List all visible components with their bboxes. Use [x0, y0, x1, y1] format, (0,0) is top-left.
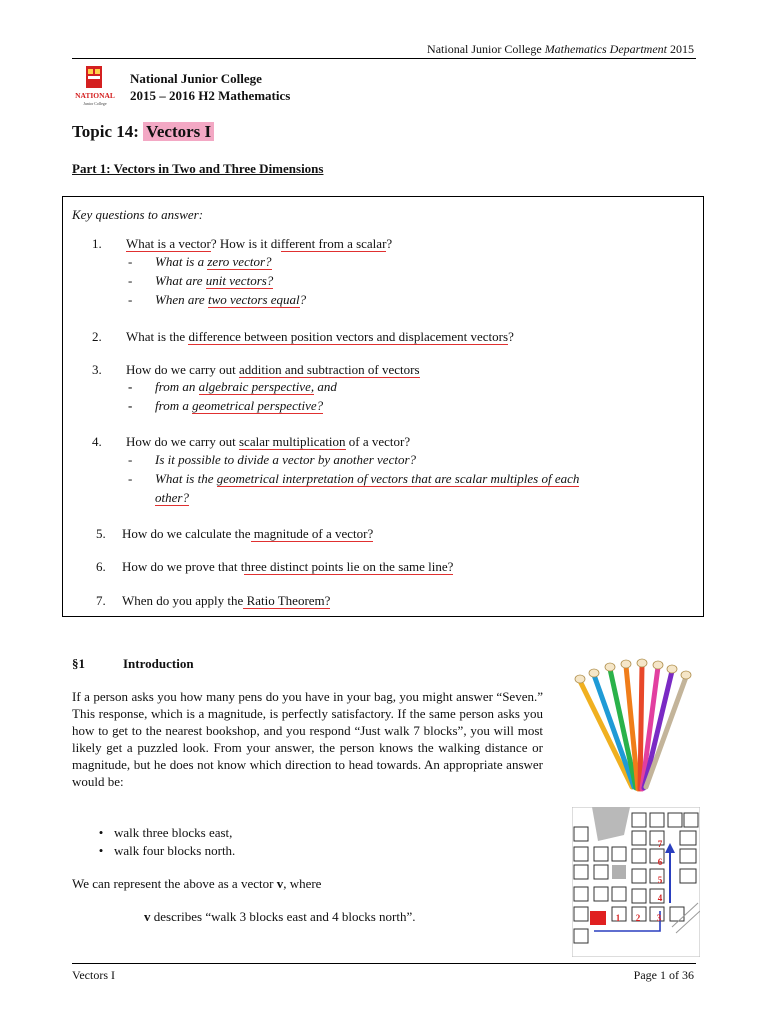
question-2: 2. What is the difference between position vectors and displacement vectors? — [92, 329, 514, 344]
question-7: 7. When do you apply the Ratio Theorem? — [96, 593, 331, 608]
q1-sub-1: - What is a zero vector? — [128, 254, 272, 269]
page-number: Page 1 of 36 — [633, 968, 694, 982]
running-header: National Junior College Mathematics Department 2015 — [427, 42, 694, 56]
header-rule — [72, 58, 696, 59]
topic-highlight: Vectors I — [143, 122, 214, 141]
college-title: National Junior College 2015 – 2016 H2 Mathematics — [130, 71, 291, 103]
bullet-east: • walk three blocks east, — [98, 825, 233, 840]
map-number-4: 4 — [657, 893, 663, 903]
intro-paragraph: If a person asks you how many pens do you have in your bag, you might answer “Seven.” This response, which is a magnitude, is perfectly satisfactory. If the same person asks you how to get to the nearest bookshop, and you respond “Just walk 7 blocks”, you will most likely get a puzzled look. From your answer, the person knows the walking distance or magnitude, but he does not know which direction to head towards. An appropriate answer would be: — [72, 689, 543, 789]
college-logo — [72, 66, 118, 112]
map-number-3: 3 — [656, 913, 662, 923]
map-number-1: 1 — [615, 913, 621, 923]
map-number-7: 7 — [657, 839, 663, 849]
key-questions-heading: Key questions to answer: — [72, 207, 204, 222]
q4-sub-2-continued: other? — [155, 490, 189, 505]
logo-text: NATIONAL — [75, 91, 115, 100]
q4-sub-2: - What is the geometrical interpretation of vectors that are scalar multiples of each — [128, 471, 580, 486]
question-3: 3. How do we carry out addition and subtraction of vectors — [92, 362, 420, 377]
q1-sub-2: - What are unit vectors? — [128, 273, 274, 288]
q4-sub-1: - Is it possible to divide a vector by another vector? — [128, 452, 417, 467]
q3-sub-1: - from an algebraic perspective, and — [128, 379, 337, 394]
question-6: 6. How do we prove that three distinct points lie on the same line? — [96, 559, 454, 574]
vector-representation: We can represent the above as a vector v, where — [72, 876, 322, 891]
map-number-5: 5 — [657, 875, 663, 885]
bullet-north: • walk four blocks north. — [98, 843, 236, 858]
map-number-6: 6 — [657, 857, 663, 867]
q3-sub-2: - from a geometrical perspective? — [128, 398, 324, 413]
question-1: 1. What is a vector? How is it different from a scalar? — [92, 236, 393, 251]
svg-text:Junior College: Junior College — [83, 101, 107, 106]
question-5: 5. How do we calculate the magnitude of a vector? — [96, 526, 374, 541]
footer-rule — [72, 963, 696, 964]
q1-sub-3: - When are two vectors equal? — [128, 292, 307, 307]
section-heading: §1 Introduction — [72, 656, 194, 671]
vector-description: v describes “walk 3 blocks east and 4 blocks north”. — [144, 909, 416, 924]
colored-pens-image — [568, 655, 703, 795]
map-number-2: 2 — [635, 913, 641, 923]
part-title: Part 1: Vectors in Two and Three Dimensions — [72, 161, 324, 176]
question-4: 4. How do we carry out scalar multiplication of a vector? — [92, 434, 411, 449]
footer-title: Vectors I — [72, 968, 115, 982]
city-block-map — [572, 807, 700, 957]
topic-title: Topic 14: Vectors I — [72, 122, 214, 142]
